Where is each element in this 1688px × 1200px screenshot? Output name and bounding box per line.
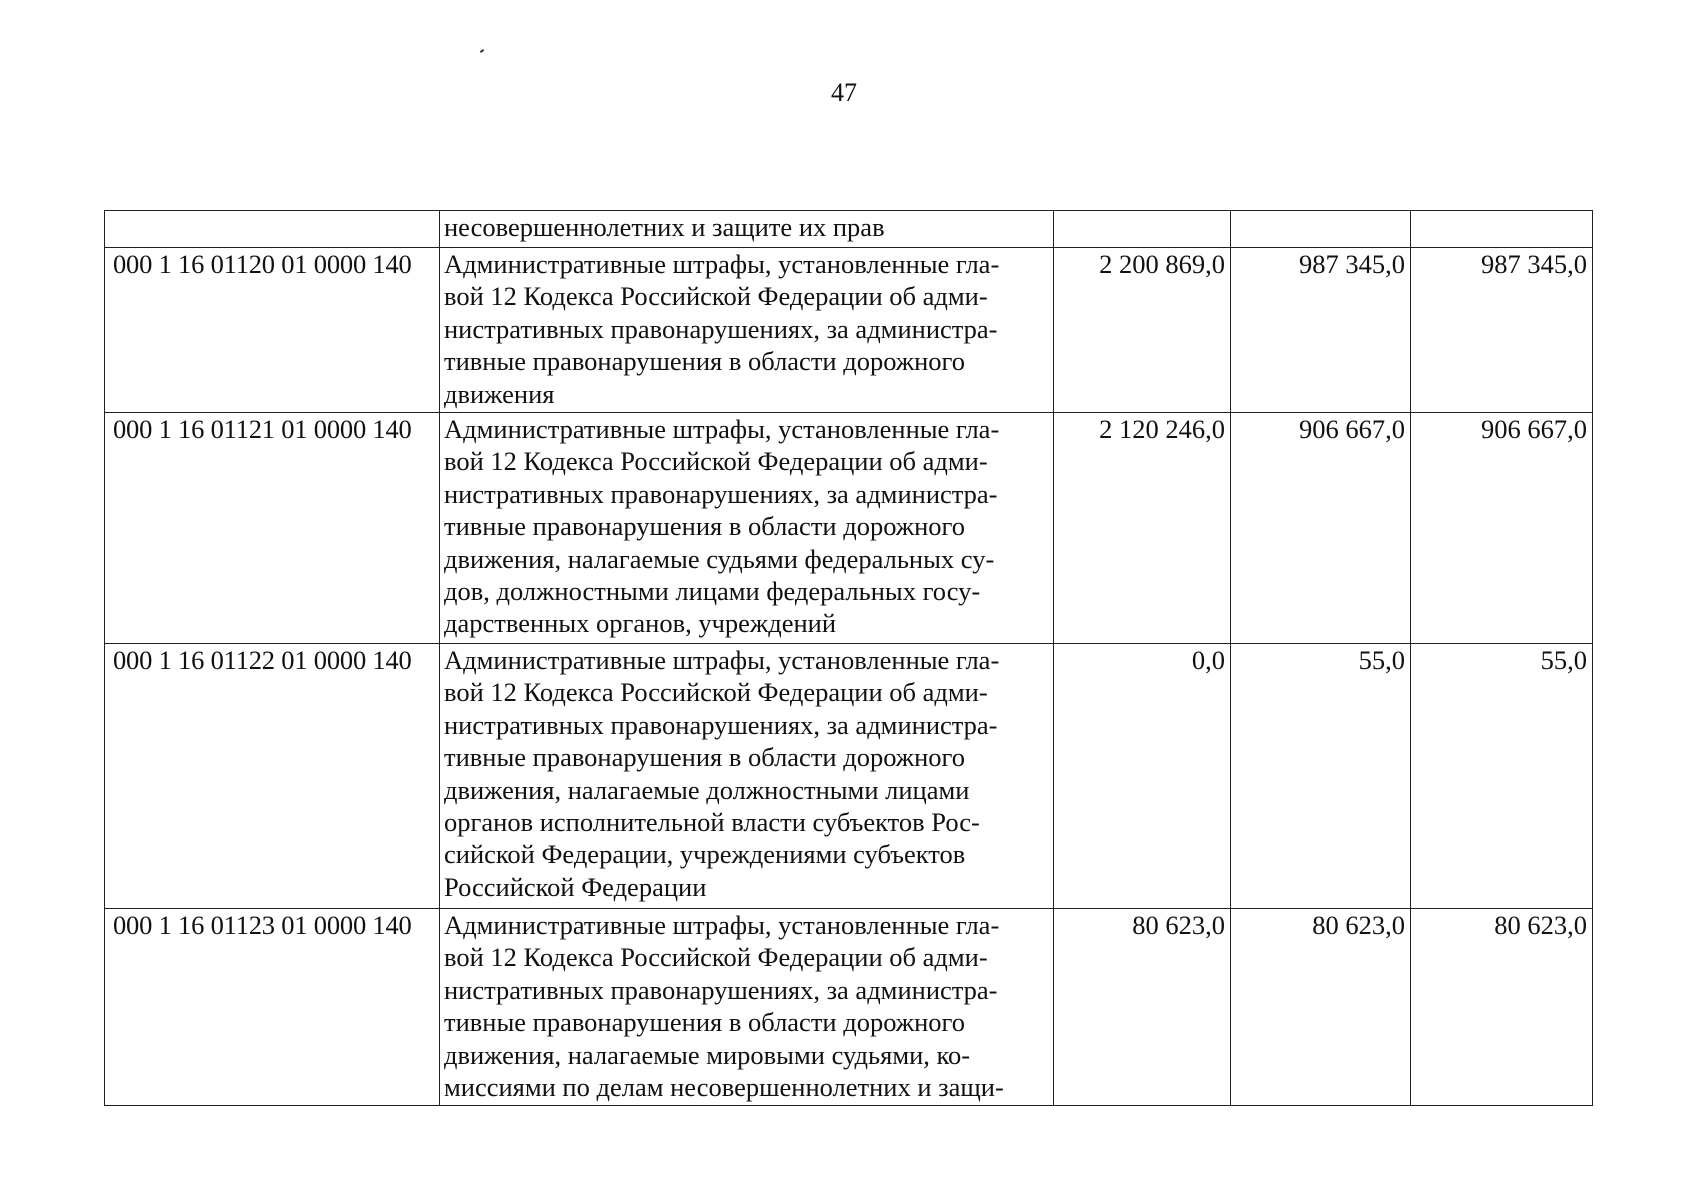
name-line: тивные правонарушения в области дорожного — [444, 1007, 965, 1038]
table-row — [105, 248, 1593, 413]
name-line: дарственных органов, учреждений — [444, 608, 837, 639]
name-line: нистративных правонарушениях, за администра- — [444, 478, 998, 509]
name-line: дов, должностными лицами федеральных госу- — [444, 576, 981, 607]
name-line: движения, налагаемые судьями федеральных су- — [444, 543, 995, 574]
cell-name — [440, 248, 1054, 413]
scan-artifact-mark — [480, 49, 484, 53]
name-line: органов исполнительной власти субъектов Рос- — [444, 807, 980, 838]
cell-value-1: 2 200 869,0 — [1054, 248, 1231, 413]
name-line: Административные штрафы, установленные гла- — [444, 414, 1000, 444]
cell-name — [440, 909, 1054, 1106]
name-line: тивные правонарушения в области дорожного — [444, 742, 965, 773]
name-line: движения — [444, 378, 555, 409]
table-row — [105, 909, 1593, 1106]
cell-code: 000 1 16 01121 01 0000 140 — [105, 413, 440, 644]
cell-value-1: 0,0 — [1054, 644, 1231, 909]
name-line: нистративных правонарушениях, за администра- — [444, 974, 998, 1005]
name-line: Административные штрафы, установленные гла- — [444, 249, 1000, 279]
name-line: несовершеннолетних и защите их прав — [444, 212, 885, 242]
name-line: Российской Федерации — [444, 871, 707, 902]
cell-name — [440, 644, 1054, 909]
budget-table — [104, 210, 1593, 1106]
name-line: Административные штрафы, установленные гла- — [444, 910, 1000, 940]
name-line: вой 12 Кодекса Российской Федерации об адми- — [444, 677, 988, 708]
name-line: нистративных правонарушениях, за администра- — [444, 709, 998, 740]
cell-value-2: 80 623,0 — [1231, 909, 1411, 1106]
cell-value-1: 2 120 246,0 — [1054, 413, 1231, 644]
cell-value-2: 987 345,0 — [1231, 248, 1411, 413]
name-line: сийской Федерации, учреждениями субъектов — [444, 839, 966, 870]
cell-value-1 — [1054, 211, 1231, 248]
table-row — [105, 644, 1593, 909]
name-line: вой 12 Кодекса Российской Федерации об адми- — [444, 446, 988, 477]
name-line: вой 12 Кодекса Российской Федерации об адми- — [444, 281, 988, 312]
name-line: Административные штрафы, установленные гла- — [444, 645, 1000, 675]
name-line: нистративных правонарушениях, за администра- — [444, 313, 998, 344]
table-row — [105, 413, 1593, 644]
cell-value-2: 55,0 — [1231, 644, 1411, 909]
name-line: миссиями по делам несовершеннолетних и защи- — [444, 1072, 1004, 1103]
name-line: вой 12 Кодекса Российской Федерации об адми- — [444, 942, 988, 973]
name-line: тивные правонарушения в области дорожного — [444, 511, 965, 542]
name-line: движения, налагаемые должностными лицами — [444, 774, 970, 805]
name-line: движения, налагаемые мировыми судьями, ко- — [444, 1039, 971, 1070]
cell-name — [440, 211, 1054, 248]
cell-value-3: 906 667,0 — [1411, 413, 1593, 644]
cell-code — [105, 211, 440, 248]
cell-code: 000 1 16 01120 01 0000 140 — [105, 248, 440, 413]
cell-value-3: 987 345,0 — [1411, 248, 1593, 413]
cell-value-1: 80 623,0 — [1054, 909, 1231, 1106]
page-number-text: 47 — [831, 78, 857, 107]
table-row — [105, 211, 1593, 248]
cell-value-3 — [1411, 211, 1593, 248]
cell-name — [440, 413, 1054, 644]
cell-value-3: 80 623,0 — [1411, 909, 1593, 1106]
cell-value-2: 906 667,0 — [1231, 413, 1411, 644]
cell-code: 000 1 16 01122 01 0000 140 — [105, 644, 440, 909]
cell-value-3: 55,0 — [1411, 644, 1593, 909]
cell-value-2 — [1231, 211, 1411, 248]
page-number — [0, 78, 1688, 108]
cell-code: 000 1 16 01123 01 0000 140 — [105, 909, 440, 1106]
name-line: тивные правонарушения в области дорожного — [444, 346, 965, 377]
